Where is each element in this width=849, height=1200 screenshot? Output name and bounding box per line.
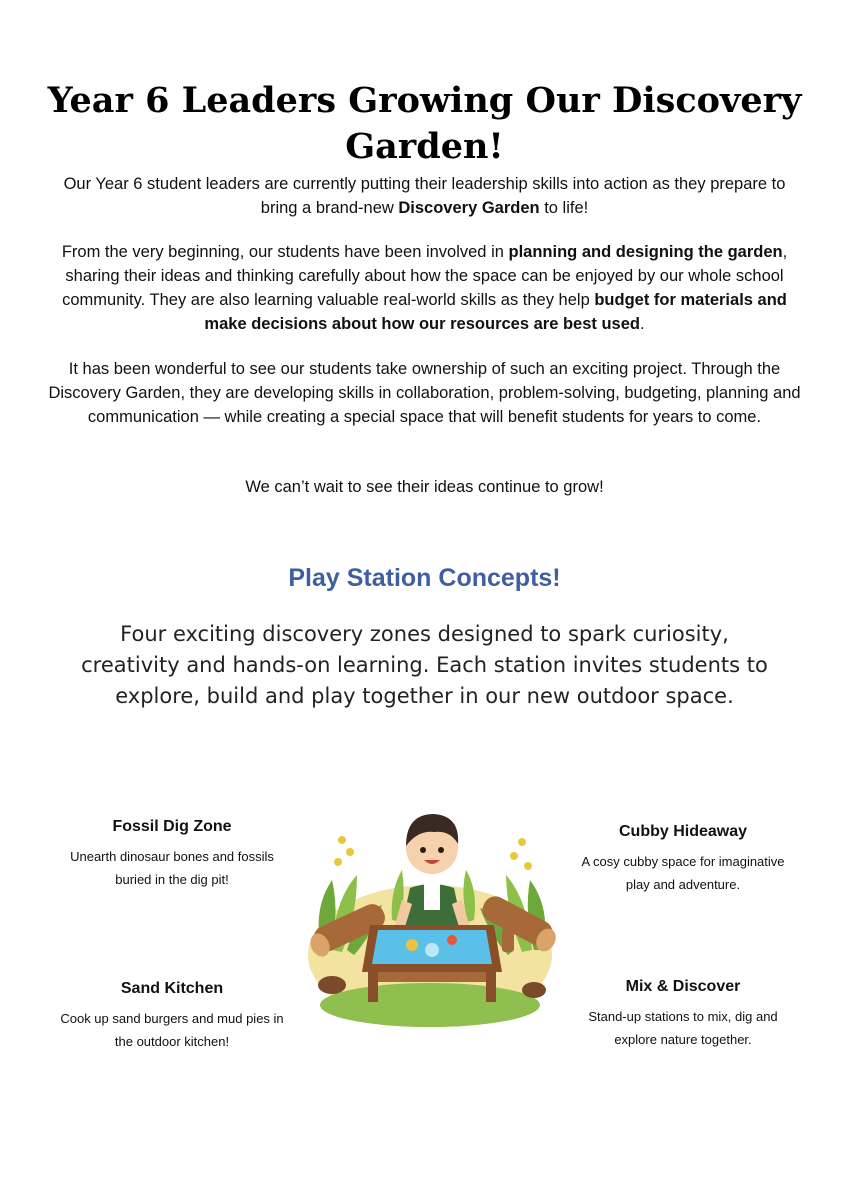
child-water-play-table-illustration	[302, 800, 562, 1030]
station-title: Sand Kitchen	[120, 980, 224, 997]
paragraph-text: From the very beginning, our students have been involved in	[61, 243, 509, 261]
paragraph-text: to life!	[539, 199, 589, 217]
paragraph-text: , sharing their ideas and thinking carefully about how the space can be enjoyed by our whole school community. They are also learning valuable real-world skills as they help	[62, 243, 788, 309]
station-title: Fossil Dig Zone	[112, 818, 232, 835]
paragraph-intro	[45, 172, 804, 220]
station-description: A cosy cubby space for imaginative play and adventure.	[581, 854, 785, 892]
station-sand-kitchen	[57, 979, 287, 1053]
page-title: Year 6 Leaders Growing Our Discovery Garden!	[47, 80, 802, 167]
station-description: Unearth dinosaur bones and fossils buried in the dig pit!	[70, 849, 274, 887]
paragraph-text: Our Year 6 student leaders are currently putting their leadership skills into action as they prepare to bring a brand-new	[63, 175, 786, 217]
paragraph-closing: We can’t wait to see their ideas continue to grow!	[245, 478, 604, 496]
paragraph-text: .	[639, 315, 645, 333]
paragraph-bold-text: budget for materials and make decisions about how our resources are best used	[204, 291, 787, 333]
paragraph-bold-text: Discovery Garden	[398, 199, 540, 217]
station-mix-and-discover	[568, 977, 798, 1051]
concepts-intro: Four exciting discovery zones designed to spark curiosity, creativity and hands-on learning. Each station invites students to explore, build and play together in our new outdoor space.	[81, 622, 768, 708]
paragraph-bold-text: planning and designing the garden	[508, 243, 783, 261]
paragraph-planning	[45, 240, 804, 336]
section-title: Play Station Concepts!	[288, 564, 561, 592]
station-cubby-hideaway	[568, 822, 798, 896]
station-title: Cubby Hideaway	[618, 823, 748, 840]
station-description: Cook up sand burgers and mud pies in the outdoor kitchen!	[60, 1011, 284, 1049]
child-icon	[394, 814, 470, 930]
station-fossil-dig-zone	[57, 817, 287, 891]
station-title: Mix & Discover	[625, 978, 741, 995]
grass-ground-shape	[320, 983, 540, 1027]
station-description: Stand-up stations to mix, dig and explore nature together.	[588, 1009, 778, 1047]
paragraph-ownership: It has been wonderful to see our students take ownership of such an exciting project. Through the Discovery Garden, they are developing skills in collaboration, problem-solving, budgeting, planning and communication — while creating a special space that will benefit students for years to come.	[48, 360, 801, 426]
